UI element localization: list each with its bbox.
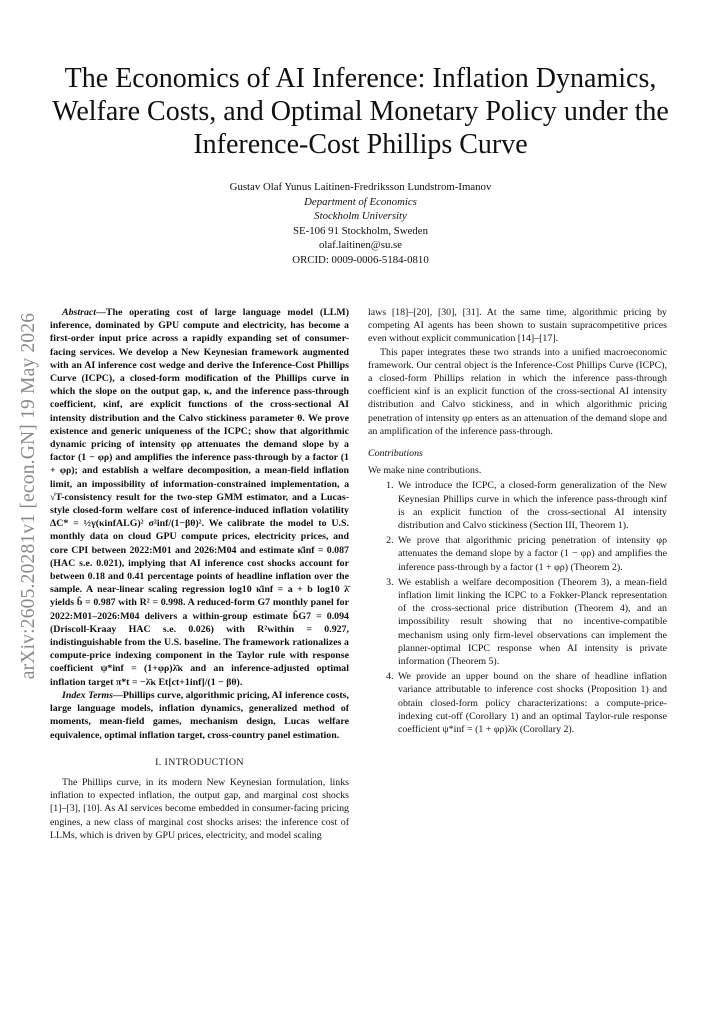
abstract-label: Abstract [62, 307, 97, 318]
author-email[interactable]: olaf.laitinen@su.se [318, 239, 403, 252]
intro-paragraph-2: This paper integrates these two strands into a unified macroeconomic framework. Our central object is the Inference-Cost Phillips Curve (ICPC), a closed-form Phillips relation in which the inference pass-through coefficient κinf is an explicit function of the cross-sectional AI intensity distribution and Calvo stickiness, and in which algorithmic pricing penetration of intensity φρ enters as an attenuation of the demand slope and an amplification of the inference pass-through. [368, 346, 667, 437]
author-orcid[interactable]: ORCID: 0009-0006-5184-0810 [292, 253, 429, 266]
intro-paragraph-1: The Phillips curve, in its modern New Keynesian formulation, links inflation to expected inflation, the output gap, and marginal cost shocks [1]–[3], [10]. As AI services become embedded in consumer-facing pricing engines, a new class of marginal cost shocks arises: the inference cost of LLMs, which is driven by GPU prices, electricity, and model scaling [50, 776, 349, 841]
arxiv-sidebar [14, 296, 44, 696]
author-department: Department of Economics [304, 195, 417, 208]
right-column [368, 306, 667, 738]
author-name: Gustav Olaf Yunus Laitinen-Fredriksson Lundstrom-Imanov [229, 181, 492, 193]
abstract-text: —The operating cost of large language model (LLM) inference, dominated by GPU compute and electricity, has become a first-order input price across a rapidly expanding set of consumer-facing services. We develop a New Keynesian framework augmented with an AI inference cost wedge and derive the Inference-Cost Phillips Curve (ICPC), a closed-form modification of the Phillips curve in which the slope on the output gap, κ, and the inference pass-through coefficient, κinf, are explicit functions of the cross-sectional AI intensity distribution and the Calvo stickiness parameter θ. We prove existence and generic uniqueness of the ICPC; show that algorithmic dynamic pricing of intensity φρ attenuates the demand slope by a factor (1 − φρ) and amplifies the inference pass-through by a factor (1 + φρ); and establish a welfare decomposition, a mean-field inflation limit, an impossibility of information-constrained implementation, a √T-consistency result for the two-step GMM estimator, and a Lucas-style closed-form welfare cost of inference-induced inflation volatility ΔC* = ½γ(κinfALG)² σ²inf/(1−βθ)². We calibrate the model to U.S. monthly data on cloud GPU compute prices, electricity prices, and core CPI between 2022:M01 and 2026:M04 and estimate κ̂inf = 0.087 (HAC s.e. 0.021), implying that AI inference cost shocks account for between 0.18 and 0.41 percentage points of headline inflation over the sample. A near-linear scaling regression log10 κ̂inf = a + b log10 λ̄ yields b̂ = 0.987 with R² = 0.998. A reduced-form G7 monthly panel for 2022:M01–2026:M04 delivers a within-group estimate b̂G7 = 0.094 (Driscoll-Kraay HAC s.e. 0.026) with R²within = 0.927, indistinguishable from the U.S. baseline. The framework rationalizes a compute-price indexing component in the Taylor rule with response coefficient ψ*inf = (1+φρ)λ̄κ and an inference-adjusted optimal inflation target π*t = −λ̄κ Et[ct+1inf]/(1 − βθ). [50, 307, 349, 688]
contribution-item: 2. We prove that algorithmic pricing penetration of intensity φρ attenuates the demand slope by a factor (1 − φρ) and amplifies the inference pass-through by a factor (1 + φρ) (Theorem 2). [396, 534, 667, 574]
abstract [50, 306, 349, 689]
paper-title: The Economics of AI Inference: Inflation Dynamics, Welfare Costs, and Optimal Monetary Policy under the Inference-Cost Phillips Curve [52, 63, 669, 160]
contributions-heading: Contributions [368, 448, 423, 460]
author-block [60, 180, 661, 268]
intro-paragraph-1-continued: laws [18]–[20], [30], [31]. At the same time, algorithmic pricing by competing AI agents has been shown to sustain supracompetitive prices even without explicit communication [14]–[17]. [368, 307, 667, 345]
contribution-item: 1. We introduce the ICPC, a closed-form generalization of the New Keynesian Phillips curve in which the inference pass-through κinf is an explicit function of the cross-sectional AI intensity distribution and Calvo stickiness (Section III, Theorem 1). [396, 479, 667, 532]
arxiv-identifier[interactable]: arXiv:2605.20281v1 [econ.GN] 19 May 2026 [18, 312, 39, 680]
contributions-intro: We make nine contributions. [368, 465, 482, 477]
author-address: SE-106 91 Stockholm, Sweden [293, 224, 428, 237]
section-heading-introduction: I. INTRODUCTION [155, 756, 244, 768]
left-column [50, 306, 349, 842]
author-university: Stockholm University [314, 210, 407, 223]
index-terms-label: Index Terms [62, 689, 113, 701]
contributions-list [368, 479, 667, 736]
contribution-item: 4. We provide an upper bound on the share of headline inflation variance attributable to inference cost shocks (Proposition 1) and obtain closed-form policy characterizations: a compute-price-indexing cut-off (Corollary 1) and an optimal Taylor-rule response coefficient ψ*inf = (1 + φρ)λ̄κ (Corollary 2). [396, 670, 667, 736]
index-terms-text: —Phillips curve, algorithmic pricing, AI inference costs, large language models, inflation dynamics, generalized method of moments, mean-field games, mechanism design, Lucas welfare equivalence, optimal inflation target, cross-country panel estimation. [50, 689, 349, 741]
index-terms [50, 689, 349, 742]
contribution-item: 3. We establish a welfare decomposition (Theorem 3), a mean-field inflation limit linking the ICPC to a Fokker-Planck representation of the cross-sectional price distribution (Theorem 4), and an impossibility result showing that no incentive-compatible mechanism using only firm-level observations can implement the planner-optimal ICPC response when AI intensity is private information (Theorem 5). [396, 576, 667, 668]
